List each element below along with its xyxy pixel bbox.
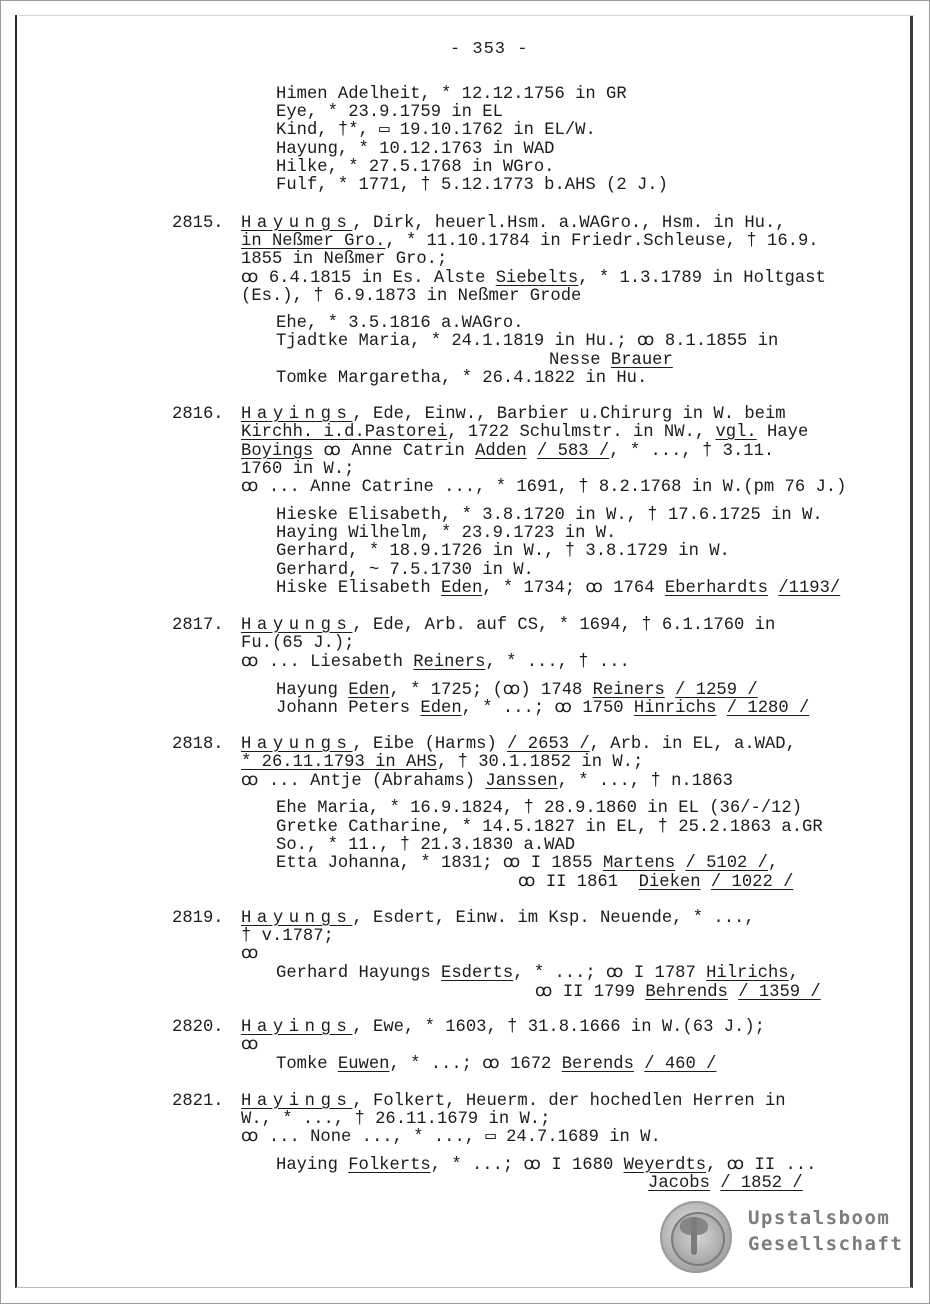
entry-surname: Hayings	[241, 405, 353, 424]
child-line: Jacobs / 1852 /	[648, 1174, 803, 1193]
entry-line: ꝏ	[241, 945, 259, 964]
child-line: Ehe, * 3.5.1816 a.WAGro.	[276, 314, 524, 333]
child-line: Eye, * 23.9.1759 in EL	[276, 103, 503, 122]
child-line: Gerhard Hayungs Esderts, * ...; ꝏ I 1787 Hilrichs,	[276, 964, 799, 983]
child-line: Tomke Margaretha, * 26.4.1822 in Hu.	[276, 369, 648, 388]
entry-number: 2821.	[172, 1092, 224, 1111]
entry-line: Boyings ꝏ Anne Catrin Adden / 583 /, * ..., † 3.11.	[241, 442, 775, 461]
entry-line: Hayungs, Esdert, Einw. im Ksp. Neuende, * ...,	[241, 909, 755, 928]
child-line: Hayung, * 10.12.1763 in WAD	[276, 140, 555, 159]
child-line: ꝏ II 1861 Dieken / 1022 /	[518, 873, 794, 892]
entry-line: ꝏ 6.4.1815 in Es. Alste Siebelts, * 1.3.1789 in Holtgast	[241, 269, 826, 288]
entry-line: Hayungs, Ede, Arb. auf CS, * 1694, † 6.1.1760 in	[241, 616, 776, 635]
entry-line: ꝏ ... Antje (Abrahams) Janssen, * ..., † n.1863	[241, 772, 733, 791]
child-line: Johann Peters Eden, * ...; ꝏ 1750 Hinrichs / 1280 /	[276, 699, 810, 718]
entry-line: Hayings, Ewe, * 1603, † 31.8.1666 in W.(63 J.);	[241, 1018, 765, 1037]
entry-line: Hayungs, Eibe (Harms) / 2653 /, Arb. in EL, a.WAD,	[241, 735, 796, 754]
child-line: So., * 11., † 21.3.1830 a.WAD	[276, 836, 576, 855]
entry-surname: Hayungs	[241, 909, 353, 928]
entry-number: 2819.	[172, 909, 224, 928]
entry-line: in Neßmer Gro., * 11.10.1784 in Friedr.Schleuse, † 16.9.	[241, 232, 819, 251]
entry-line: † v.1787;	[241, 927, 334, 946]
entry-surname: Hayungs	[241, 616, 353, 635]
seal-icon	[660, 1201, 732, 1273]
child-line: Hiske Elisabeth Eden, * 1734; ꝏ 1764 Eberhardts /1193/	[276, 579, 841, 598]
logo-text-line2: Gesellschaft	[748, 1233, 904, 1255]
entry-line: * 26.11.1793 in AHS, † 30.1.1852 in W.;	[241, 753, 644, 772]
entry-number: 2820.	[172, 1018, 224, 1037]
entry-line: Hayungs, Dirk, heuerl.Hsm. a.WAGro., Hsm. in Hu.,	[241, 214, 786, 233]
entry-line: Fu.(65 J.);	[241, 634, 355, 653]
entry-line: ꝏ ... Liesabeth Reiners, * ..., † ...	[241, 653, 630, 672]
entry-line: ꝏ ... None ..., * ..., ▭ 24.7.1689 in W.	[241, 1128, 661, 1147]
entry-surname: Hayings	[241, 1092, 353, 1111]
child-line: Tomke Euwen, * ...; ꝏ 1672 Berends / 460 /	[276, 1055, 717, 1074]
entry-line: (Es.), † 6.9.1873 in Neßmer Grode	[241, 287, 582, 306]
child-line: Fulf, * 1771, † 5.12.1773 b.AHS (2 J.)	[276, 176, 668, 195]
page-number: - 353 -	[450, 40, 529, 59]
entry-number: 2816.	[172, 405, 224, 424]
entry-surname: Hayings	[241, 1018, 353, 1037]
entry-line: W., * ..., † 26.11.1679 in W.;	[241, 1110, 551, 1129]
entry-line: Kirchh. i.d.Pastorei, 1722 Schulmstr. in NW., vgl. Haye	[241, 423, 809, 442]
entry-line: Hayings, Folkert, Heuerm. der hochedlen Herren in	[241, 1092, 786, 1111]
entry-line: ꝏ	[241, 1036, 259, 1055]
child-line: Haying Folkerts, * ...; ꝏ I 1680 Weyerdts, ꝏ II ...	[276, 1156, 817, 1175]
child-line: Gerhard, * 18.9.1726 in W., † 3.8.1729 in W.	[276, 542, 730, 561]
entry-number: 2817.	[172, 616, 224, 635]
child-line: Etta Johanna, * 1831; ꝏ I 1855 Martens / 5102 /,	[276, 854, 779, 873]
child-line: Nesse Brauer	[549, 351, 673, 370]
upstalsboom-logo	[660, 1199, 910, 1279]
child-line: Tjadtke Maria, * 24.1.1819 in Hu.; ꝏ 8.1.1855 in	[276, 332, 779, 351]
child-line: Hieske Elisabeth, * 3.8.1720 in W., † 17.6.1725 in W.	[276, 506, 823, 525]
entry-number: 2818.	[172, 735, 224, 754]
child-line: Gretke Catharine, * 14.5.1827 in EL, † 25.2.1863 a.GR	[276, 818, 823, 837]
child-line: Gerhard, ~ 7.5.1730 in W.	[276, 561, 534, 580]
child-line: ꝏ II 1799 Behrends / 1359 /	[535, 983, 821, 1002]
child-line: Himen Adelheit, * 12.12.1756 in GR	[276, 85, 627, 104]
child-line: Hilke, * 27.5.1768 in WGro.	[276, 158, 555, 177]
entry-line: 1760 in W.;	[241, 460, 355, 479]
entry-line: 1855 in Neßmer Gro.;	[241, 250, 448, 269]
entry-number: 2815.	[172, 214, 224, 233]
entry-surname: Hayungs	[241, 735, 353, 754]
child-line: Kind, †*, ▭ 19.10.1762 in EL/W.	[276, 121, 596, 140]
child-line: Hayung Eden, * 1725; (ꝏ) 1748 Reiners / 1259 /	[276, 681, 758, 700]
entry-surname: Hayungs	[241, 214, 353, 233]
entry-line: ꝏ ... Anne Catrine ..., * 1691, † 8.2.1768 in W.(pm 76 J.)	[241, 478, 847, 497]
child-line: Haying Wilhelm, * 23.9.1723 in W.	[276, 524, 617, 543]
child-line: Ehe Maria, * 16.9.1824, † 28.9.1860 in EL (36/-/12)	[276, 799, 803, 818]
logo-text-line1: Upstalsboom	[748, 1207, 891, 1229]
entry-line: Hayings, Ede, Einw., Barbier u.Chirurg in W. beim	[241, 405, 786, 424]
